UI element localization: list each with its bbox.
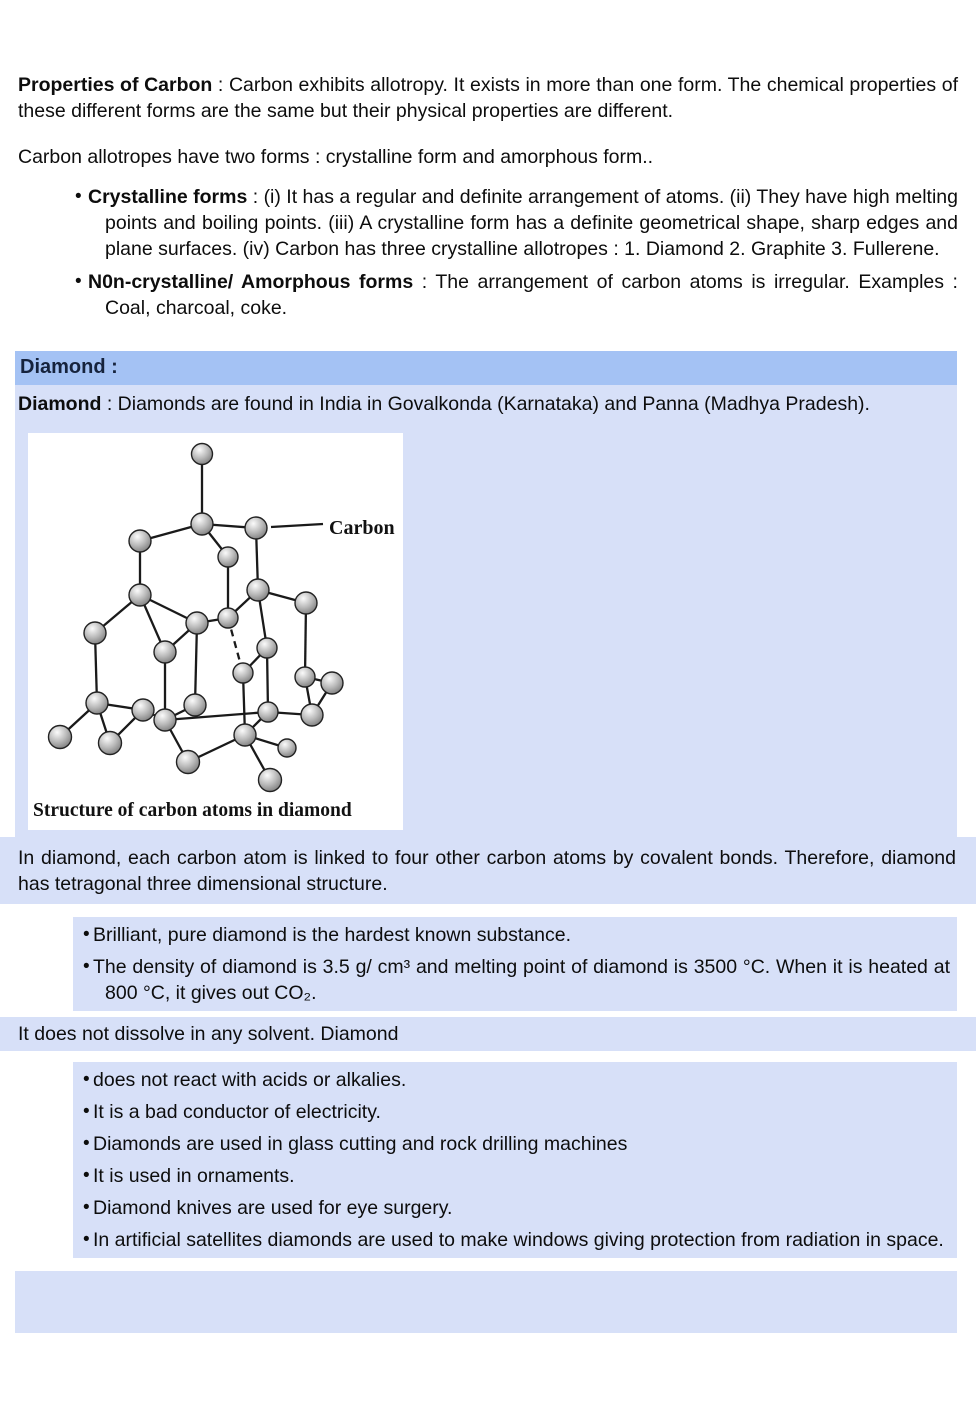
list-item: • In artificial satellites diamonds are used to make windows giving protection from radiation in space. (73, 1227, 950, 1253)
list-item: • does not react with acids or alkalies. (73, 1067, 950, 1093)
covalent-bonds-paragraph: In diamond, each carbon atom is linked to four other carbon atoms by covalent bonds. Therefore, diamond has tetragonal three dimensional structure. (0, 837, 976, 904)
diamond-uses-box (73, 1062, 957, 1258)
diamond-structure-figure (28, 433, 403, 830)
intro-paragraph-text: : Carbon exhibits allotropy. It exists in more than one form. The chemical properties of these different forms are the same but their physical properties are different. (18, 74, 958, 122)
crystalline-forms-lead: Crystalline forms (88, 186, 248, 208)
diamond-properties-box (73, 917, 957, 1011)
list-item (18, 269, 958, 321)
figure-carbon-label: Carbon (329, 517, 395, 539)
diamond-section (15, 385, 957, 837)
diamond-properties-list (73, 922, 950, 1006)
diamond-paragraph-lead: Diamond (18, 393, 102, 415)
allotrope-forms-list (18, 184, 958, 321)
amorphous-forms-lead: N0n-crystalline/ Amorphous forms (88, 271, 414, 293)
diamond-uses-list (73, 1067, 950, 1253)
diamond-lattice-drawing (28, 433, 403, 830)
list-item: • Diamonds are used in glass cutting and rock drilling machines (73, 1131, 950, 1157)
intro-paragraph-lead: Properties of Carbon (18, 74, 213, 96)
allotropes-intro-line: Carbon allotropes have two forms : crystalline form and amorphous form.. (18, 146, 654, 168)
section-header-diamond: Diamond : (15, 351, 957, 385)
bottom-blue-band (15, 1271, 957, 1333)
crystalline-forms-text: : (i) It has a regular and definite arrangement of atoms. (ii) They have high melting points and boiling points. (iii) A crystalline form has a definite geometrical shape, sharp edges and plane surfaces. (iv) Carbon has three crystalline allotropes : 1. Diamond 2. Graphite 3. Fullerene. (105, 186, 958, 260)
figure-caption: Structure of carbon atoms in diamond (33, 800, 352, 821)
list-item (18, 184, 958, 262)
list-item: • Brilliant, pure diamond is the hardest known substance. (73, 922, 950, 948)
amorphous-forms-text: : The arrangement of carbon atoms is irregular. Examples : Coal, charcoal, coke. (105, 271, 958, 319)
solvent-line: It does not dissolve in any solvent. Diamond (0, 1017, 976, 1051)
list-item: • It is a bad conductor of electricity. (73, 1099, 950, 1125)
list-item: • Diamond knives are used for eye surgery. (73, 1195, 950, 1221)
diamond-locations-paragraph (18, 391, 955, 417)
list-item: • It is used in ornaments. (73, 1163, 950, 1189)
intro-paragraph (18, 0, 958, 124)
list-item: • The density of diamond is 3.5 g/ cm³ and melting point of diamond is 3500 °C. When it is heated at 800 °C, it gives out CO₂. (73, 954, 950, 1006)
diamond-paragraph-text: : Diamonds are found in India in Govalkonda (Karnataka) and Panna (Madhya Pradesh). (101, 393, 870, 415)
